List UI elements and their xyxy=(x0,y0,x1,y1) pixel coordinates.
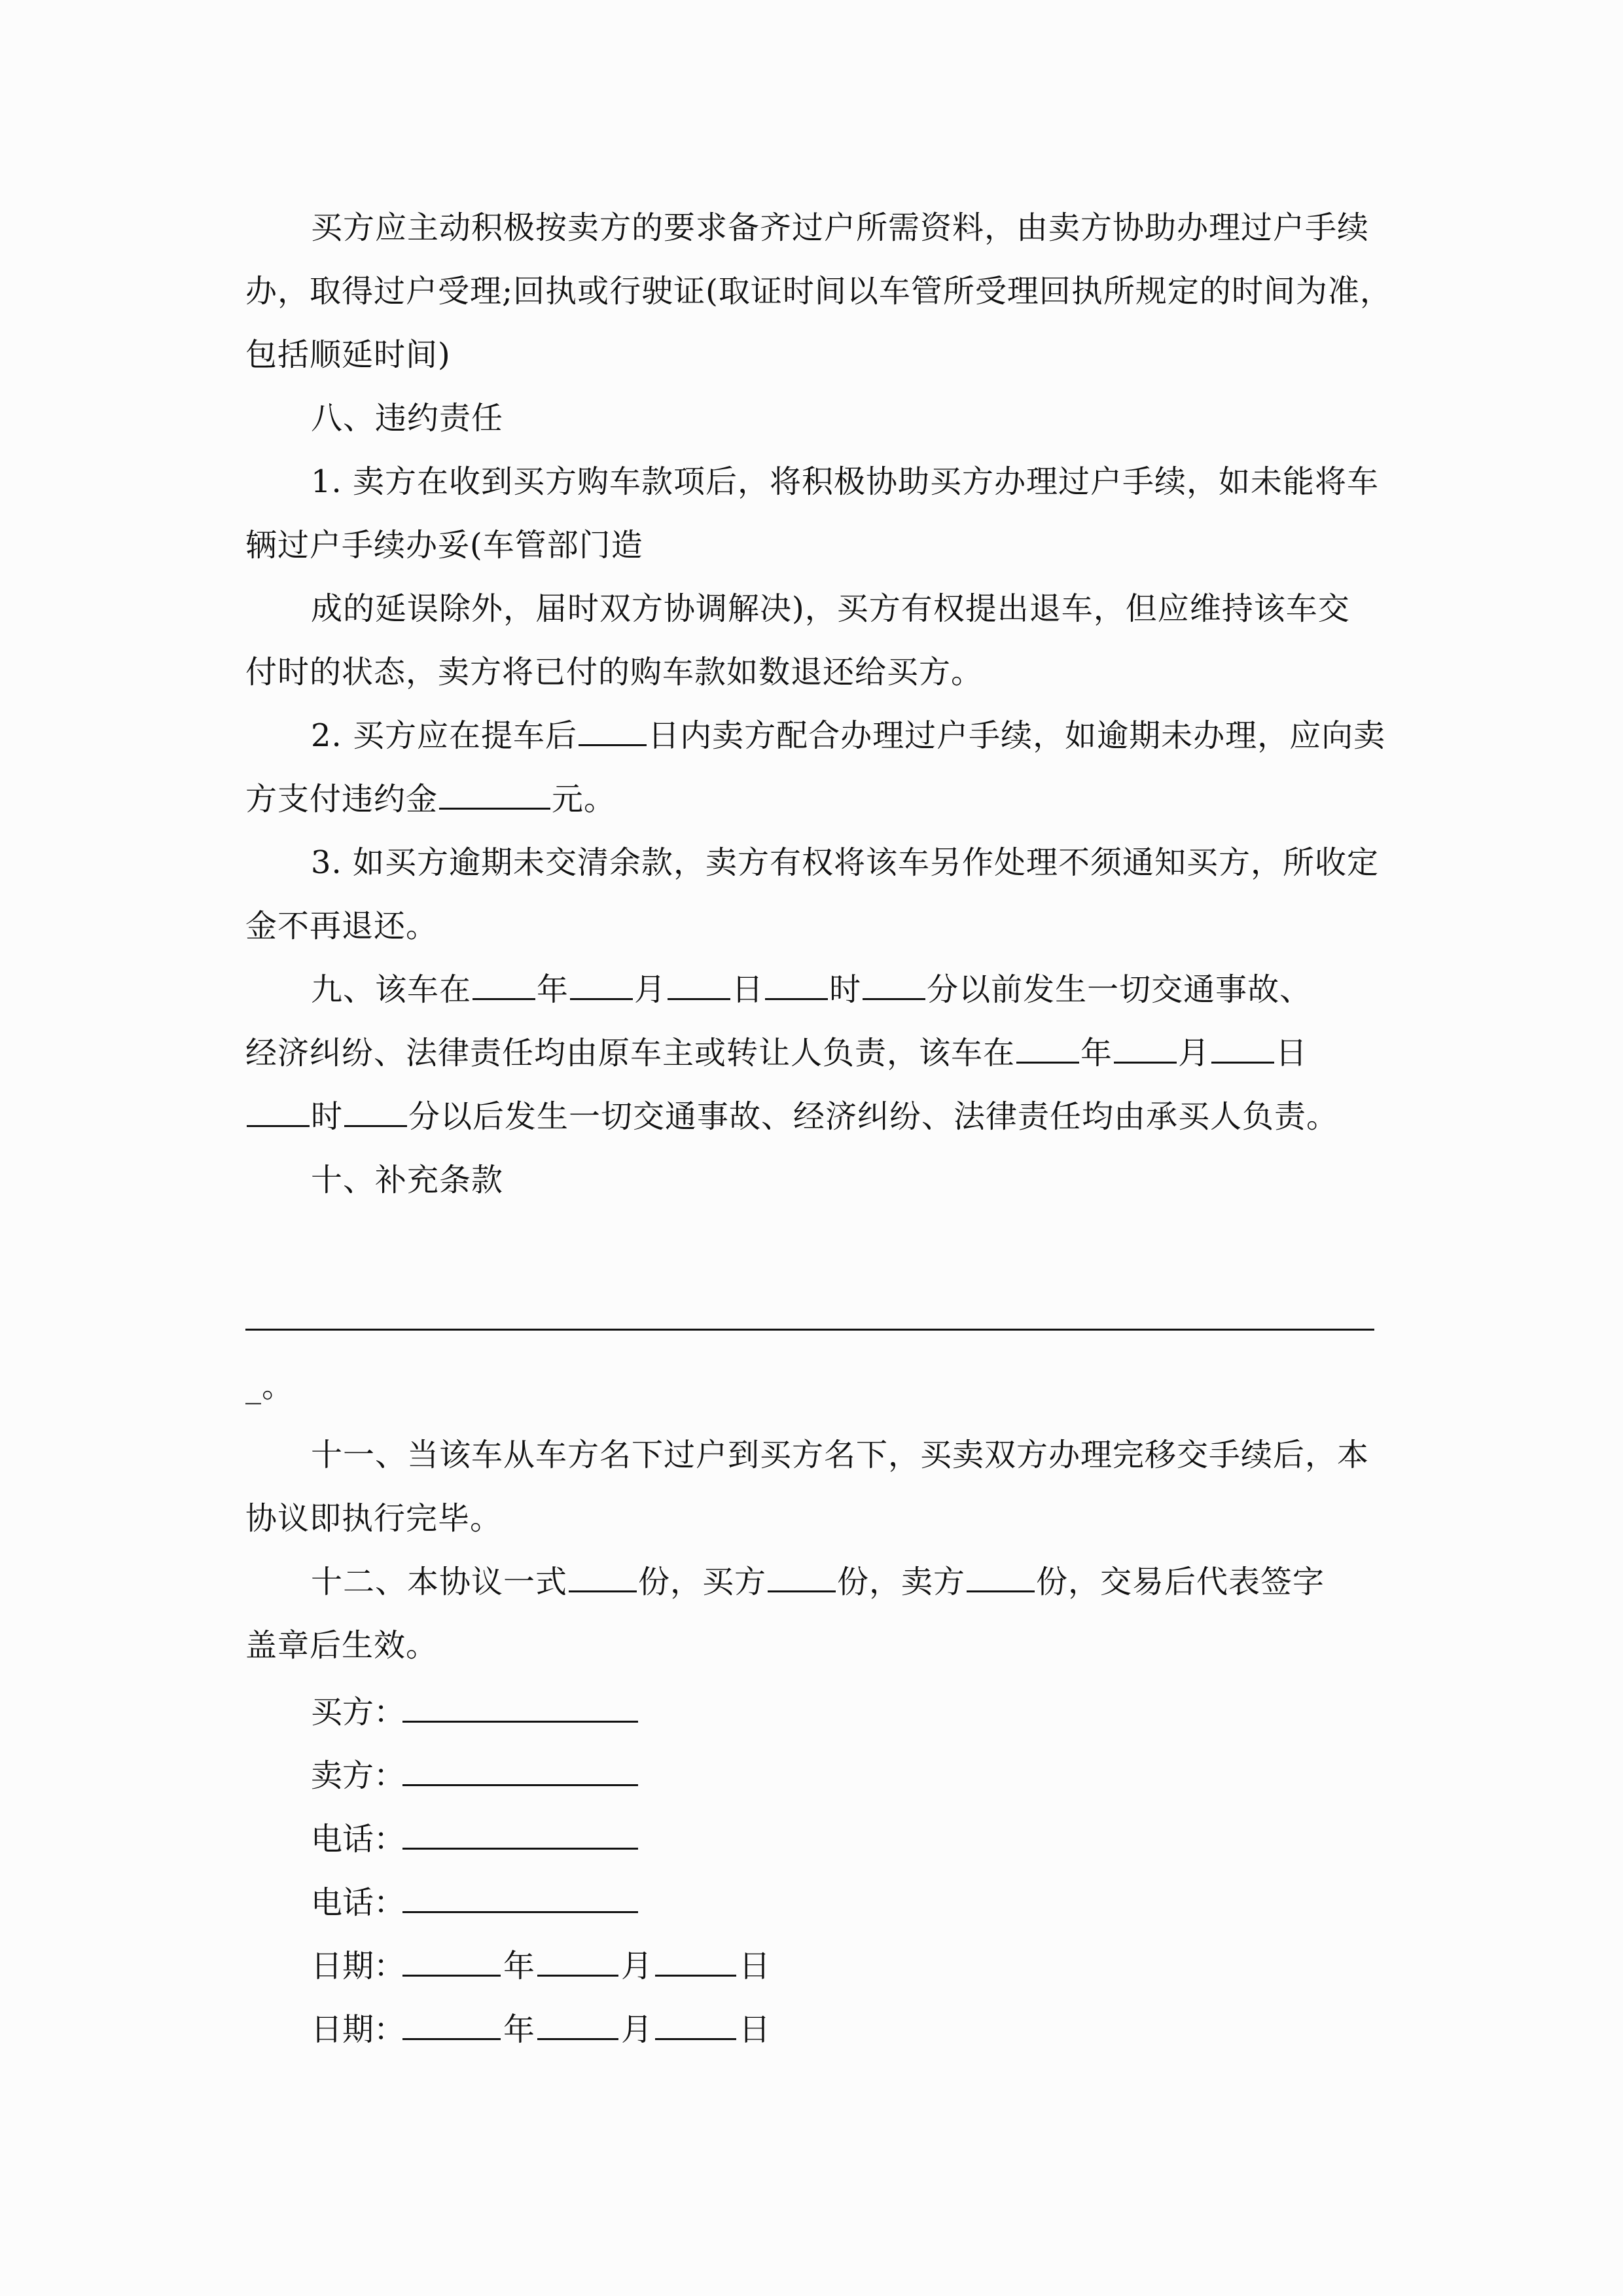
penalty-amount-blank[interactable] xyxy=(439,770,550,810)
day-unit: 日 xyxy=(732,971,764,1008)
buyer-signature-field[interactable] xyxy=(402,1677,638,1723)
clause12-part3: 份，交易后代表签字 xyxy=(1036,1564,1325,1600)
day-unit: 日 xyxy=(1275,1035,1308,1071)
clause12-part2: 份，卖方 xyxy=(837,1564,966,1600)
month-blank[interactable] xyxy=(570,960,633,1000)
date-day-unit-1: 日 xyxy=(739,1948,771,1984)
clause11-line1: 十一、当该车从车方名下过户到买方名下，买卖双方办理完移交手续后，本 xyxy=(311,1437,1370,1473)
clause8-item3-line1: 3. 如买方逾期未交清余款，卖方有权将该车另作处理不须通知买方，所收定 xyxy=(311,844,1380,881)
copies-buyer-blank[interactable] xyxy=(768,1552,836,1592)
date-day-field-1[interactable] xyxy=(655,1931,736,1977)
clause9-line3-suffix: 分以后发生一切交通事故、经济纠纷、法律责任均由承买人负责。 xyxy=(408,1098,1339,1135)
seller-label: 卖方： xyxy=(311,1757,406,1794)
clause8-item1-line3: 成的延误除外，届时双方协调解决)，买方有权提出退车，但应维持该车交 xyxy=(311,590,1350,627)
clause8-item2-line2 xyxy=(245,768,616,831)
seller-signature-field[interactable] xyxy=(402,1741,638,1786)
phone-field-1[interactable] xyxy=(402,1804,638,1850)
hour-blank[interactable] xyxy=(765,960,828,1000)
clause9-line2-prefix: 经济纠纷、法律责任均由原车主或转让人负责，该车在 xyxy=(245,1035,1016,1071)
clause9-suffix: 分以前发生一切交通事故、 xyxy=(927,971,1312,1008)
date-month-field-1[interactable] xyxy=(537,1931,618,1977)
clause10-end-mark: _。 xyxy=(245,1368,294,1405)
date-month-unit-2: 月 xyxy=(621,2011,653,2048)
clause9-line3 xyxy=(245,1085,1338,1149)
date-year-unit-2: 年 xyxy=(503,2011,535,2048)
clause10-heading: 十、补充条款 xyxy=(311,1162,504,1198)
copies-seller-blank[interactable] xyxy=(967,1552,1035,1592)
phone-row-1 xyxy=(311,1804,638,1868)
clause8-item3-line2: 金不再退还。 xyxy=(245,908,438,944)
clause9-line2 xyxy=(245,1022,1308,1085)
day-blank[interactable] xyxy=(668,960,730,1000)
clause7-line3: 包括顺延时间) xyxy=(245,336,451,373)
year-unit: 年 xyxy=(1080,1035,1113,1071)
buyer-label: 买方： xyxy=(311,1694,406,1731)
clause8-heading: 八、违约责任 xyxy=(311,400,504,437)
clause8-item2-text-a: 2. 买方应在提车后 xyxy=(311,717,578,754)
phone-row-2 xyxy=(311,1868,638,1931)
date-label-1: 日期： xyxy=(311,1948,406,1984)
date-label-2: 日期： xyxy=(311,2011,406,2048)
clause8-item2-line1 xyxy=(311,704,1385,768)
hour-blank[interactable] xyxy=(247,1087,310,1127)
clause9-prefix: 九、该车在 xyxy=(311,971,472,1008)
month-unit: 月 xyxy=(634,971,667,1008)
clause12-prefix: 十二、本协议一式 xyxy=(311,1564,568,1600)
clause12-part1: 份，买方 xyxy=(638,1564,767,1600)
date-day-unit-2: 日 xyxy=(739,2011,771,2048)
phone-label-2: 电话： xyxy=(311,1884,406,1921)
supplementary-terms-rule[interactable] xyxy=(245,1329,1374,1331)
penalty-unit: 元。 xyxy=(552,781,616,817)
days-blank[interactable] xyxy=(579,706,647,746)
date-year-field-2[interactable] xyxy=(402,1995,501,2040)
date-year-unit-1: 年 xyxy=(503,1948,535,1984)
clause12-line1 xyxy=(311,1551,1325,1614)
date-row-1 xyxy=(311,1931,773,1995)
month-unit: 月 xyxy=(1178,1035,1211,1071)
date-month-unit-1: 月 xyxy=(621,1948,653,1984)
clause8-item1-line1: 1. 卖方在收到买方购车款项后，将积极协助买方办理过户手续，如未能将车 xyxy=(311,463,1380,500)
clause8-item1-line2: 辆过户手续办妥(车管部门造 xyxy=(245,527,643,564)
clause7-line1: 买方应主动积极按卖方的要求备齐过户所需资料，由卖方协助办理过户手续 xyxy=(311,209,1370,246)
minute-blank[interactable] xyxy=(863,960,925,1000)
minute-blank[interactable] xyxy=(344,1087,407,1127)
day-blank[interactable] xyxy=(1211,1024,1274,1064)
phone-label-1: 电话： xyxy=(311,1821,406,1857)
seller-signature-row xyxy=(311,1741,638,1804)
phone-field-2[interactable] xyxy=(402,1868,638,1913)
clause9-line1 xyxy=(311,958,1311,1022)
clause7-line2: 办，取得过户受理;回执或行驶证(取证时间以车管所受理回执所规定的时间为准， xyxy=(245,273,1392,310)
copies-total-blank[interactable] xyxy=(569,1552,637,1592)
clause8-item1-line4: 付时的状态，卖方将已付的购车款如数退还给买方。 xyxy=(245,654,984,691)
date-row-2 xyxy=(311,1995,773,2058)
hour-unit: 时 xyxy=(829,971,862,1008)
date-day-field-2[interactable] xyxy=(655,1995,736,2040)
clause12-line2: 盖章后生效。 xyxy=(245,1627,438,1664)
clause8-item2-text-b: 日内卖方配合办理过户手续，如逾期未办理，应向卖 xyxy=(648,717,1386,754)
year-blank[interactable] xyxy=(1016,1024,1079,1064)
penalty-label: 方支付违约金 xyxy=(245,781,438,817)
year-unit: 年 xyxy=(537,971,569,1008)
buyer-signature-row xyxy=(311,1677,638,1741)
hour-unit: 时 xyxy=(311,1098,344,1135)
clause11-line2: 协议即执行完毕。 xyxy=(245,1500,503,1537)
month-blank[interactable] xyxy=(1114,1024,1177,1064)
date-month-field-2[interactable] xyxy=(537,1995,618,2040)
year-blank[interactable] xyxy=(473,960,535,1000)
date-year-field-1[interactable] xyxy=(402,1931,501,1977)
